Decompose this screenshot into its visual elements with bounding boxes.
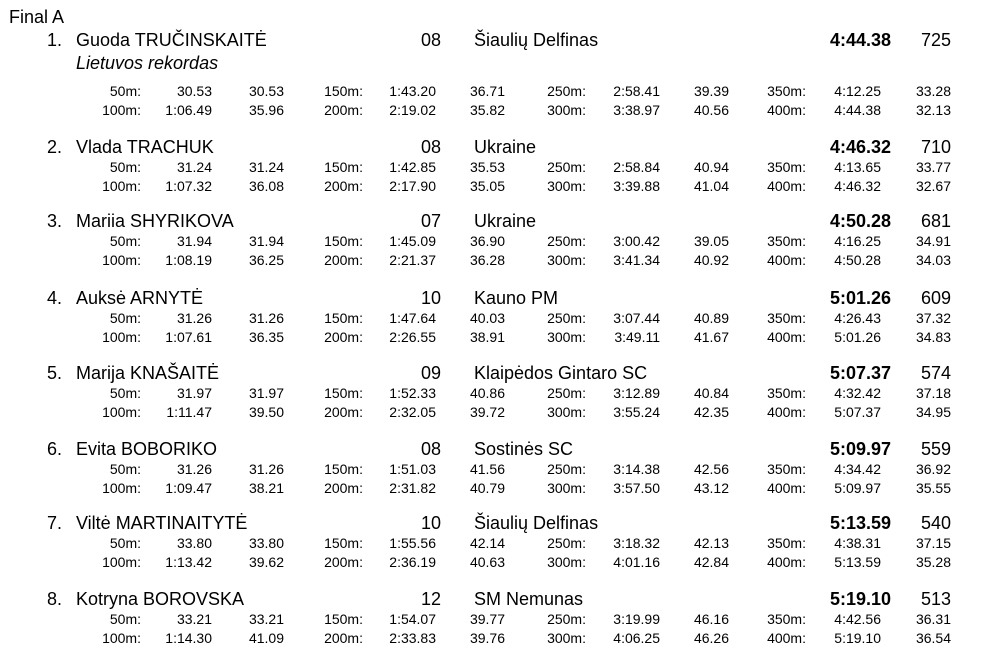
split-distance: 250m: (547, 535, 586, 551)
split-cumulative-time: 4:13.65 (834, 159, 881, 175)
split-cumulative-time: 1:06.49 (165, 102, 212, 118)
age: 09 (420, 363, 441, 383)
age: 08 (420, 30, 441, 50)
swimmer-name: Auksė ARNYTĖ (76, 288, 204, 308)
place: 7. (46, 513, 62, 533)
split-distance: 50m: (109, 461, 141, 477)
age: 08 (420, 137, 441, 157)
split-cumulative-time: 2:21.37 (389, 252, 436, 268)
split-cumulative-time: 31.26 (176, 310, 212, 326)
swimmer-name: Mariia SHYRIKOVA (76, 211, 234, 231)
split-lap-time: 35.55 (915, 480, 951, 496)
split-distance: 350m: (767, 159, 806, 175)
split-lap-time: 39.76 (469, 630, 505, 646)
split-lap-time: 40.86 (469, 385, 505, 401)
place: 8. (46, 589, 62, 609)
split-lap-time: 36.31 (915, 611, 951, 627)
split-cumulative-time: 5:19.10 (834, 630, 881, 646)
split-lap-time: 36.71 (469, 83, 505, 99)
split-distance: 150m: (324, 159, 363, 175)
club: Ukraine (474, 137, 537, 157)
place: 1. (46, 30, 62, 50)
split-cumulative-time: 31.94 (176, 233, 212, 249)
split-cumulative-time: 4:12.25 (834, 83, 881, 99)
split-lap-time: 39.50 (248, 404, 284, 420)
split-cumulative-time: 4:01.16 (613, 554, 660, 570)
split-lap-time: 46.16 (693, 611, 729, 627)
split-cumulative-time: 33.80 (176, 535, 212, 551)
final-time: 5:01.26 (829, 288, 891, 308)
split-cumulative-time: 1:13.42 (165, 554, 212, 570)
split-distance: 350m: (767, 385, 806, 401)
split-lap-time: 42.84 (693, 554, 729, 570)
split-distance: 400m: (767, 404, 806, 420)
split-distance: 100m: (102, 102, 141, 118)
club: Šiaulių Delfinas (474, 513, 599, 533)
split-distance: 300m: (547, 102, 586, 118)
split-lap-time: 39.77 (469, 611, 505, 627)
split-distance: 200m: (324, 102, 363, 118)
split-lap-time: 36.54 (915, 630, 951, 646)
split-cumulative-time: 1:51.03 (389, 461, 436, 477)
split-distance: 250m: (547, 461, 586, 477)
age: 08 (420, 439, 441, 459)
age: 07 (420, 211, 441, 231)
split-distance: 200m: (324, 252, 363, 268)
split-lap-time: 34.95 (915, 404, 951, 420)
split-cumulative-time: 4:42.56 (834, 611, 881, 627)
split-cumulative-time: 3:07.44 (613, 310, 660, 326)
split-distance: 300m: (547, 329, 586, 345)
split-distance: 200m: (324, 404, 363, 420)
split-cumulative-time: 2:19.02 (389, 102, 436, 118)
split-distance: 50m: (109, 83, 141, 99)
split-cumulative-time: 4:46.32 (834, 178, 881, 194)
split-lap-time: 31.26 (248, 461, 284, 477)
split-cumulative-time: 4:44.38 (834, 102, 881, 118)
split-distance: 350m: (767, 461, 806, 477)
split-distance: 150m: (324, 310, 363, 326)
final-time: 4:50.28 (829, 211, 891, 231)
place: 4. (46, 288, 62, 308)
split-cumulative-time: 1:55.56 (389, 535, 436, 551)
split-distance: 100m: (102, 404, 141, 420)
split-lap-time: 36.25 (248, 252, 284, 268)
split-distance: 400m: (767, 630, 806, 646)
split-lap-time: 40.79 (469, 480, 505, 496)
split-cumulative-time: 1:07.61 (165, 329, 212, 345)
split-lap-time: 38.21 (248, 480, 284, 496)
split-distance: 250m: (547, 83, 586, 99)
split-distance: 250m: (547, 159, 586, 175)
split-lap-time: 39.05 (693, 233, 729, 249)
split-lap-time: 35.28 (915, 554, 951, 570)
split-distance: 300m: (547, 480, 586, 496)
split-lap-time: 34.91 (915, 233, 951, 249)
split-lap-time: 40.94 (693, 159, 729, 175)
club: Klaipėdos Gintaro SC (474, 363, 648, 383)
split-lap-time: 42.56 (693, 461, 729, 477)
split-distance: 400m: (767, 178, 806, 194)
split-lap-time: 42.35 (693, 404, 729, 420)
split-distance: 300m: (547, 252, 586, 268)
split-cumulative-time: 3:00.42 (613, 233, 660, 249)
split-cumulative-time: 1:08.19 (165, 252, 212, 268)
place: 6. (46, 439, 62, 459)
split-cumulative-time: 31.24 (176, 159, 212, 175)
split-lap-time: 40.63 (469, 554, 505, 570)
split-lap-time: 36.35 (248, 329, 284, 345)
club: Sostinės SC (474, 439, 574, 459)
split-distance: 100m: (102, 480, 141, 496)
split-cumulative-time: 4:06.25 (613, 630, 660, 646)
split-lap-time: 40.92 (693, 252, 729, 268)
split-cumulative-time: 1:52.33 (389, 385, 436, 401)
split-distance: 50m: (109, 535, 141, 551)
split-lap-time: 36.90 (469, 233, 505, 249)
split-lap-time: 42.13 (693, 535, 729, 551)
split-distance: 50m: (109, 233, 141, 249)
split-cumulative-time: 1:07.32 (165, 178, 212, 194)
split-cumulative-time: 4:16.25 (834, 233, 881, 249)
split-lap-time: 41.67 (693, 329, 729, 345)
final-time: 4:46.32 (829, 137, 891, 157)
split-distance: 100m: (102, 554, 141, 570)
split-lap-time: 32.67 (915, 178, 951, 194)
final-time: 5:09.97 (829, 439, 891, 459)
split-lap-time: 34.83 (915, 329, 951, 345)
split-distance: 350m: (767, 535, 806, 551)
split-cumulative-time: 4:26.43 (834, 310, 881, 326)
points: 559 (920, 439, 951, 459)
split-distance: 300m: (547, 178, 586, 194)
split-lap-time: 40.89 (693, 310, 729, 326)
split-lap-time: 41.56 (469, 461, 505, 477)
split-lap-time: 41.04 (693, 178, 729, 194)
split-lap-time: 32.13 (915, 102, 951, 118)
swimmer-name: Vlada TRACHUK (76, 137, 214, 157)
split-cumulative-time: 3:12.89 (613, 385, 660, 401)
split-lap-time: 37.18 (915, 385, 951, 401)
split-lap-time: 34.03 (915, 252, 951, 268)
split-distance: 50m: (109, 611, 141, 627)
split-cumulative-time: 2:33.83 (389, 630, 436, 646)
split-distance: 150m: (324, 461, 363, 477)
split-lap-time: 35.05 (469, 178, 505, 194)
split-cumulative-time: 5:13.59 (834, 554, 881, 570)
split-distance: 150m: (324, 233, 363, 249)
split-cumulative-time: 1:09.47 (165, 480, 212, 496)
split-distance: 100m: (102, 630, 141, 646)
split-cumulative-time: 3:38.97 (613, 102, 660, 118)
split-cumulative-time: 1:45.09 (389, 233, 436, 249)
split-lap-time: 31.26 (248, 310, 284, 326)
split-distance: 150m: (324, 535, 363, 551)
points: 540 (920, 513, 951, 533)
split-lap-time: 40.56 (693, 102, 729, 118)
split-cumulative-time: 3:57.50 (613, 480, 660, 496)
split-lap-time: 30.53 (248, 83, 284, 99)
age: 12 (420, 589, 441, 609)
place: 5. (46, 363, 62, 383)
split-distance: 200m: (324, 554, 363, 570)
age: 10 (420, 288, 441, 308)
split-cumulative-time: 31.97 (176, 385, 212, 401)
split-distance: 400m: (767, 252, 806, 268)
record-note: Lietuvos rekordas (76, 53, 219, 73)
split-lap-time: 36.28 (469, 252, 505, 268)
split-cumulative-time: 3:41.34 (613, 252, 660, 268)
split-distance: 150m: (324, 611, 363, 627)
split-distance: 200m: (324, 480, 363, 496)
split-distance: 250m: (547, 310, 586, 326)
split-distance: 200m: (324, 178, 363, 194)
place: 2. (46, 137, 62, 157)
split-distance: 400m: (767, 102, 806, 118)
split-cumulative-time: 31.26 (176, 461, 212, 477)
split-lap-time: 39.62 (248, 554, 284, 570)
split-lap-time: 39.39 (693, 83, 729, 99)
final-time: 5:13.59 (829, 513, 891, 533)
split-cumulative-time: 3:18.32 (613, 535, 660, 551)
split-distance: 250m: (547, 611, 586, 627)
split-cumulative-time: 2:58.84 (613, 159, 660, 175)
split-distance: 250m: (547, 233, 586, 249)
split-lap-time: 33.28 (915, 83, 951, 99)
split-cumulative-time: 4:34.42 (834, 461, 881, 477)
split-lap-time: 43.12 (693, 480, 729, 496)
split-cumulative-time: 1:54.07 (389, 611, 436, 627)
age: 10 (420, 513, 441, 533)
split-distance: 400m: (767, 480, 806, 496)
split-distance: 100m: (102, 178, 141, 194)
split-distance: 300m: (547, 404, 586, 420)
split-lap-time: 35.53 (469, 159, 505, 175)
split-lap-time: 39.72 (469, 404, 505, 420)
split-distance: 300m: (547, 554, 586, 570)
split-distance: 300m: (547, 630, 586, 646)
split-distance: 100m: (102, 252, 141, 268)
split-cumulative-time: 2:58.41 (613, 83, 660, 99)
split-distance: 350m: (767, 233, 806, 249)
split-cumulative-time: 2:32.05 (389, 404, 436, 420)
split-cumulative-time: 1:11.47 (166, 404, 212, 420)
points: 574 (920, 363, 951, 383)
split-cumulative-time: 5:01.26 (834, 329, 881, 345)
split-lap-time: 38.91 (469, 329, 505, 345)
split-lap-time: 40.03 (469, 310, 505, 326)
split-distance: 50m: (109, 310, 141, 326)
swimmer-name: Kotryna BOROVSKA (76, 589, 245, 609)
split-lap-time: 37.32 (915, 310, 951, 326)
split-cumulative-time: 4:32.42 (834, 385, 881, 401)
split-lap-time: 46.26 (693, 630, 729, 646)
swimmer-name: Marija KNAŠAITĖ (76, 363, 220, 383)
split-lap-time: 40.84 (693, 385, 729, 401)
split-lap-time: 36.08 (248, 178, 284, 194)
split-cumulative-time: 2:17.90 (389, 178, 436, 194)
split-lap-time: 33.21 (248, 611, 284, 627)
split-lap-time: 31.94 (248, 233, 284, 249)
split-lap-time: 35.82 (469, 102, 505, 118)
club: SM Nemunas (474, 589, 584, 609)
points: 681 (920, 211, 951, 231)
split-distance: 200m: (324, 630, 363, 646)
swimmer-name: Guoda TRUČINSKAITĖ (76, 30, 267, 50)
swimmer-name: Evita BOBORIKO (76, 439, 218, 459)
place: 3. (46, 211, 62, 231)
points: 710 (920, 137, 951, 157)
split-cumulative-time: 2:36.19 (389, 554, 436, 570)
split-cumulative-time: 33.21 (176, 611, 212, 627)
split-distance: 250m: (547, 385, 586, 401)
split-cumulative-time: 30.53 (176, 83, 212, 99)
split-cumulative-time: 5:09.97 (834, 480, 881, 496)
split-lap-time: 42.14 (469, 535, 505, 551)
final-time: 5:19.10 (829, 589, 891, 609)
points: 725 (920, 30, 951, 50)
club: Šiaulių Delfinas (474, 30, 599, 50)
split-lap-time: 35.96 (248, 102, 284, 118)
split-cumulative-time: 1:47.64 (389, 310, 436, 326)
final-time: 5:07.37 (829, 363, 891, 383)
heading: Final A (9, 7, 65, 27)
split-cumulative-time: 1:14.30 (165, 630, 212, 646)
split-lap-time: 37.15 (915, 535, 951, 551)
split-distance: 50m: (109, 159, 141, 175)
split-distance: 400m: (767, 329, 806, 345)
split-cumulative-time: 3:55.24 (613, 404, 660, 420)
split-lap-time: 31.24 (248, 159, 284, 175)
split-cumulative-time: 3:19.99 (613, 611, 660, 627)
split-distance: 150m: (324, 385, 363, 401)
split-distance: 50m: (109, 385, 141, 401)
split-lap-time: 41.09 (248, 630, 284, 646)
points: 513 (920, 589, 951, 609)
split-lap-time: 33.80 (248, 535, 284, 551)
split-lap-time: 31.97 (248, 385, 284, 401)
split-cumulative-time: 1:43.20 (389, 83, 436, 99)
split-distance: 350m: (767, 310, 806, 326)
split-distance: 350m: (767, 611, 806, 627)
split-lap-time: 33.77 (915, 159, 951, 175)
split-distance: 100m: (102, 329, 141, 345)
split-cumulative-time: 4:50.28 (834, 252, 881, 268)
points: 609 (920, 288, 951, 308)
split-distance: 150m: (324, 83, 363, 99)
split-distance: 200m: (324, 329, 363, 345)
split-cumulative-time: 3:49.11 (614, 329, 660, 345)
split-cumulative-time: 4:38.31 (834, 535, 881, 551)
split-cumulative-time: 2:26.55 (389, 329, 436, 345)
final-time: 4:44.38 (829, 30, 891, 50)
swimmer-name: Viltė MARTINAITYTĖ (76, 513, 248, 533)
split-distance: 400m: (767, 554, 806, 570)
split-cumulative-time: 2:31.82 (389, 480, 436, 496)
split-cumulative-time: 5:07.37 (834, 404, 881, 420)
split-distance: 350m: (767, 83, 806, 99)
club: Ukraine (474, 211, 537, 231)
split-cumulative-time: 3:14.38 (613, 461, 660, 477)
split-cumulative-time: 1:42.85 (389, 159, 436, 175)
split-cumulative-time: 3:39.88 (613, 178, 660, 194)
split-lap-time: 36.92 (915, 461, 951, 477)
club: Kauno PM (474, 288, 559, 308)
